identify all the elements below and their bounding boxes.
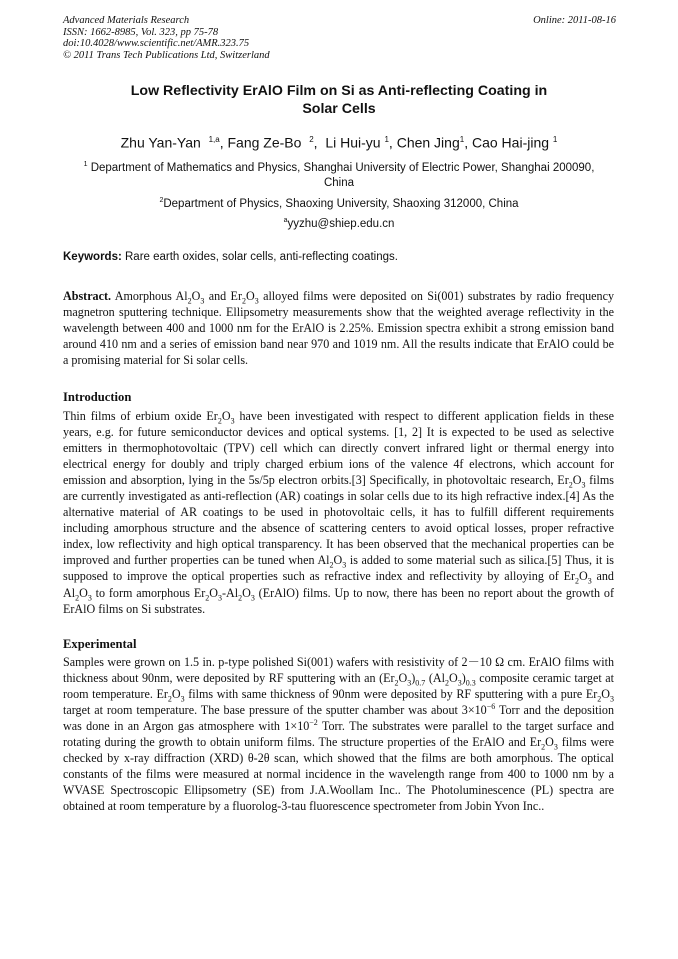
keywords-label: Keywords:	[63, 251, 122, 263]
experimental-heading: Experimental	[63, 637, 137, 651]
abstract-paragraph	[63, 288, 614, 368]
email-address: yyzhu@shiep.edu.cn	[287, 217, 395, 230]
experimental-paragraph: Samples were grown on 1.5 in. p-type polished Si(001) wafers with resistivity of 2－10 Ω cm. ErAlO films with thickness about 90nm, were deposited by RF sputtering with an $(Er_2O_3)_{0.7}$ $(Al_2O_3)_{0.3}$ composite ceramic target at room temperature. $Er_2O_3$ films with same thickness of 90nm were deposited by RF sputtering with a pure $Er_2O_3$ target at room temperature. The base pressure of the sputter chamber was about $3\times 10^{-6}$ Torr and the deposition was done in an Argon gas atmosphere with $1\times 10^{-2}$ Torr. The substrates were parallel to the target surface and rotating during the growth to obtain uniform films. The structure properties of the ErAlO and $Er_2O_3$ films were checked by x-ray diffraction (XRD) θ-2θ scan, which showed that the films are both amorphous. The optical constants of the films were measured at normal incidence in the wavelength range from 400 to 1000 nm by a WVASE Spectroscopic Ellipsometry (SE) from J.A.Woollam Inc.. The Photoluminescence (PL) spectra are obtained at room temperature by a fluorolog-3-tau fluorescence spectrometer from Jobin Yvon Inc..	[63, 655, 615, 814]
doi-line: doi:10.4028/www.scientific.net/AMR.323.75	[63, 38, 250, 49]
affiliation-2	[70, 193, 608, 212]
journal-header	[63, 15, 270, 61]
corresponding-email	[70, 213, 608, 232]
title-line-1: Low Reflectivity ErAlO Film on Si as Anti-reflecting Coating in	[130, 83, 548, 99]
online-date: Online: 2011-08-16	[533, 15, 616, 26]
affiliation-mark: 1	[83, 161, 88, 168]
paper-title	[70, 82, 608, 118]
abstract-text: Amorphous $Al_2O_3$ and $Er_2O_3$ alloyed films were deposited on Si(001) substrates by radio frequency magnetron sputtering technique. Ellipsometry measurements show that the weighted average reflectivity in the wavelength between 400 and 1000 nm for the ErAlO is 2.25%. Emission spectra exhibit a strong emission band around 410 nm and a series of emission band near 970 and 1019 nm. All the results indicate that ErAlO could be a promising material for Si solar cells.	[63, 289, 614, 368]
issn-line: ISSN: 1662-8985, Vol. 323, pp 75-78	[63, 26, 219, 38]
affiliation-1	[70, 157, 608, 191]
introduction-heading: Introduction	[63, 390, 132, 404]
author-affiliation-mark: 1,a	[208, 135, 220, 144]
author-affiliation-mark: 1	[384, 135, 389, 144]
affiliation-text: Department of Physics, Shaoxing University, Shaoxing 312000, China	[163, 197, 519, 210]
copyright-line: © 2011 Trans Tech Publications Ltd, Switzerland	[63, 49, 270, 61]
affiliation-mark: 2	[159, 197, 164, 204]
introduction-paragraph: Thin films of erbium oxide $Er_2O_3$ have been investigated with respect to different application fields in these years, e.g. for future semiconductor devices and optical systems. [1, 2] It is expected to be used as selective emitters in thermophotovoltaic (TPV) cell which can directly convert infrared light or thermal energy into electrical energy for doubly and triply charged erbium ions of the valence 4f electrons, which account for emission and absorption, lying in the 5s/5p electron orbits.[3] Specifically, in photovoltaic research, $Er_2O_3$ films are currently investigated as anti-reflection (AR) coatings in solar cells due to its high refractive index.[4] As the alternative material of AR coatings to be used in photovoltaic cells, it has to fulfill different requirements including amorphous structure and the absence of scattering centers to avoid optical losses, proper refractive index, low reflectivity and high optical transparency. It has been observed that the mechanical properties can be improved and further properties can be tuned when $Al_2O_3$ is added to some material such as silica.[5] Thus, it is supposed to improve the optical properties such as refractive index and reflectivity by alloying of $Er_2O_3$ and $Al_2O_3$ to form amorphous $Er_2O_3-Al_2O_3$ (ErAlO) films. Up to now, there has been no report about the growth of ErAlO films on Si substrates.	[63, 409, 615, 616]
author-affiliation-mark: 2	[309, 135, 314, 144]
author-name: Zhu Yan-Yan	[120, 134, 201, 151]
author-name: Chen Jing	[396, 134, 460, 151]
keywords-text: Rare earth oxides, solar cells, anti-reflecting coatings.	[125, 251, 398, 263]
email-mark: a	[283, 217, 288, 224]
author-name: Li Hui-yu	[325, 134, 381, 151]
author-affiliation-mark: 1	[552, 135, 558, 144]
abstract-label: Abstract.	[63, 289, 112, 303]
author-name: Cao Hai-jing	[471, 134, 550, 151]
title-line-2: Solar Cells	[302, 101, 376, 117]
author-list: Zhu Yan-Yan $^{1,a}$, Fang Ze-Bo $^2$, Li Hui-yu $^1$, Chen Jing$^1$, Cao Hai-jing $^1$	[120, 134, 558, 151]
author-affiliation-mark: 1	[459, 135, 465, 144]
author-name: Fang Ze-Bo	[227, 134, 302, 151]
journal-name: Advanced Materials Research	[63, 15, 190, 26]
affiliation-text: Department of Mathematics and Physics, Shanghai University of Electric Power, Shanghai 200090, China	[90, 161, 595, 189]
keywords-line	[63, 250, 398, 265]
